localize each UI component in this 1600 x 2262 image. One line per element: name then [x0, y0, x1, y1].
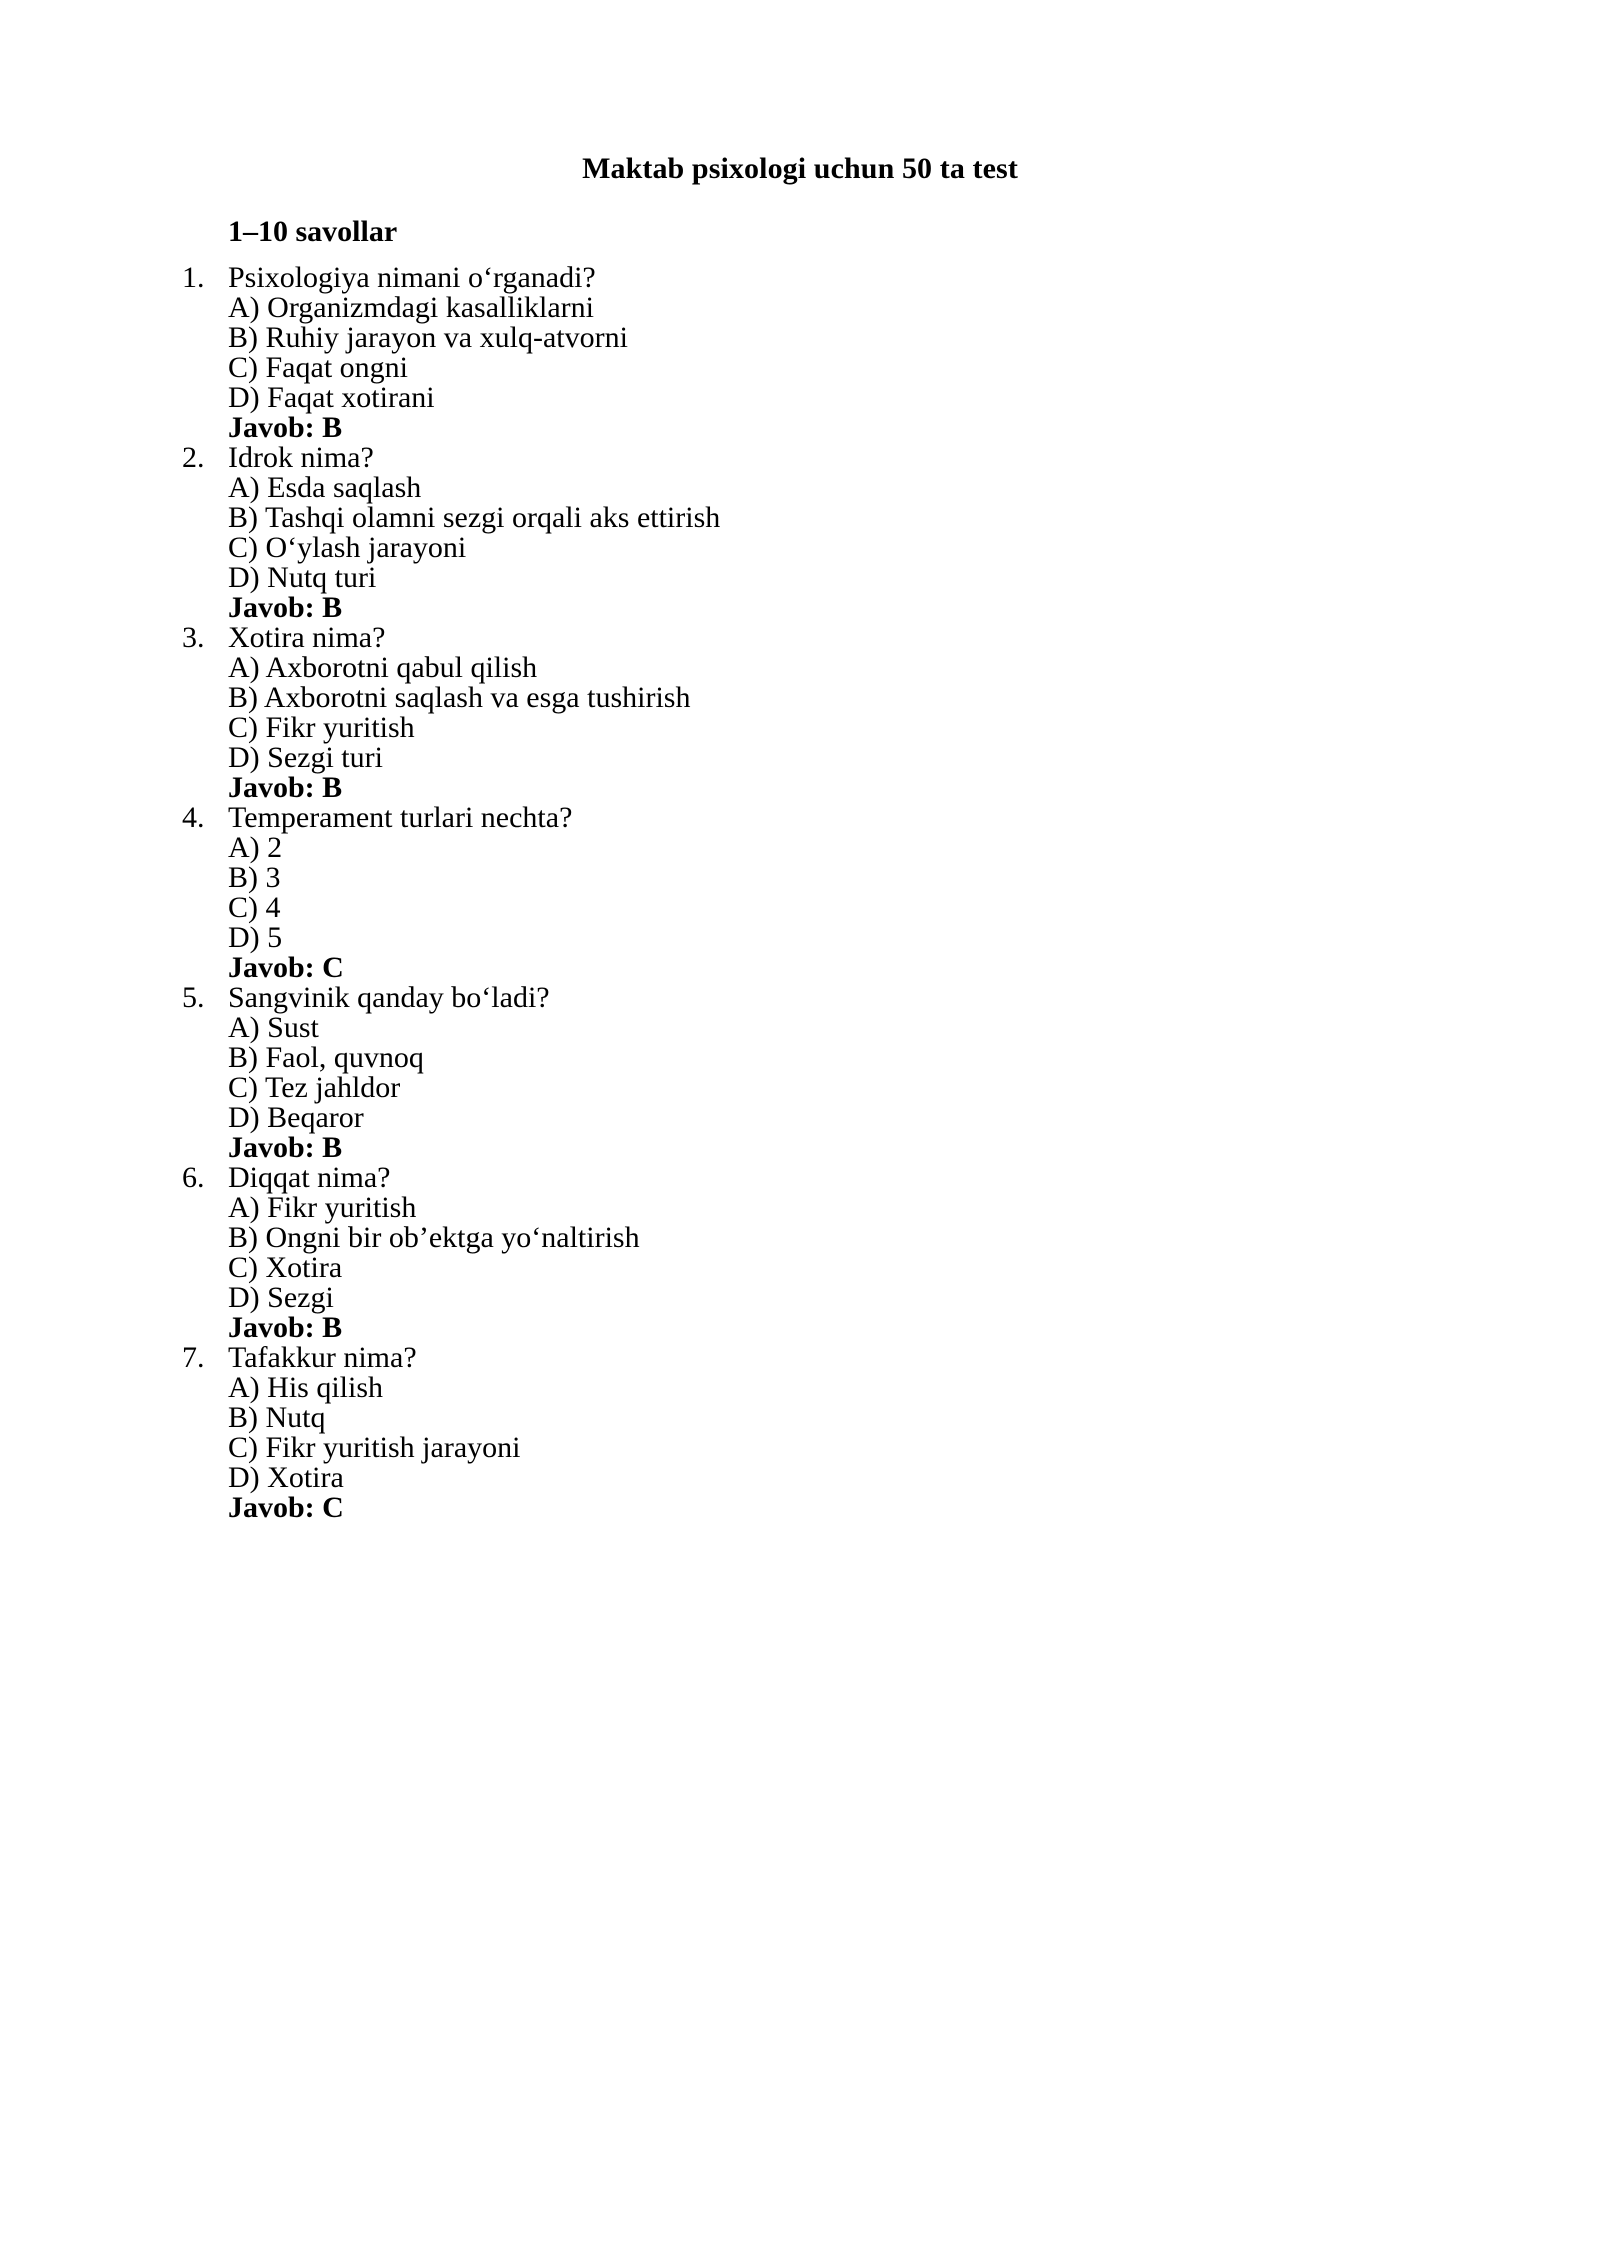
question-item: [0, 1163, 1600, 1343]
answer-option[interactable]: B) Faol, quvnoq: [228, 1041, 424, 1074]
correct-answer: Javob: B: [228, 771, 343, 804]
question-number: 7.: [182, 1341, 205, 1374]
question-number: 3.: [182, 621, 205, 654]
correct-answer: Javob: B: [228, 591, 343, 624]
answer-option[interactable]: D) Beqaror: [228, 1101, 364, 1134]
question-item: [0, 443, 1600, 623]
answer-option[interactable]: A) Organizmdagi kasalliklarni: [228, 291, 595, 324]
answer-option[interactable]: A) Axborotni qabul qilish: [228, 651, 538, 684]
question-text: Diqqat nima?: [228, 1161, 391, 1194]
question-number: 2.: [182, 441, 205, 474]
answer-option[interactable]: D) 5: [228, 921, 283, 954]
question-item: [0, 263, 1600, 443]
question-number: 1.: [182, 261, 205, 294]
correct-answer: Javob: B: [228, 1131, 343, 1164]
question-text: Idrok nima?: [228, 441, 374, 474]
section-heading: 1–10 savollar: [228, 215, 398, 248]
correct-answer: Javob: C: [228, 1491, 344, 1524]
answer-option[interactable]: D) Faqat xotirani: [228, 381, 435, 414]
correct-answer: Javob: B: [228, 411, 343, 444]
question-text: Sangvinik qanday boʻladi?: [228, 981, 550, 1014]
question-text: Xotira nima?: [228, 621, 386, 654]
answer-option[interactable]: B) Nutq: [228, 1401, 326, 1434]
question-item: [0, 983, 1600, 1163]
question-number: 4.: [182, 801, 205, 834]
page-title: Maktab psixologi uchun 50 ta test: [582, 152, 1018, 185]
answer-option[interactable]: B) Ruhiy jarayon va xulq-atvorni: [228, 321, 628, 354]
answer-option[interactable]: A) 2: [228, 831, 283, 864]
answer-option[interactable]: A) Fikr yuritish: [228, 1191, 417, 1224]
question-item: [0, 803, 1600, 983]
answer-option[interactable]: C) Fikr yuritish jarayoni: [228, 1431, 521, 1464]
answer-option[interactable]: A) Sust: [228, 1011, 319, 1044]
question-text: Temperament turlari nechta?: [228, 801, 573, 834]
question-text: Tafakkur nima?: [228, 1341, 417, 1374]
question-item: [0, 623, 1600, 803]
answer-option[interactable]: A) Esda saqlash: [228, 471, 422, 504]
correct-answer: Javob: B: [228, 1311, 343, 1344]
answer-option[interactable]: C) 4: [228, 891, 281, 924]
answer-option[interactable]: B) Tashqi olamni sezgi orqali aks ettirish: [228, 501, 721, 534]
answer-option[interactable]: D) Sezgi turi: [228, 741, 383, 774]
answer-option[interactable]: B) Axborotni saqlash va esga tushirish: [228, 681, 691, 714]
answer-option[interactable]: D) Xotira: [228, 1461, 344, 1494]
answer-option[interactable]: C) Xotira: [228, 1251, 343, 1284]
answer-option[interactable]: D) Sezgi: [228, 1281, 334, 1314]
answer-option[interactable]: C) Faqat ongni: [228, 351, 408, 384]
answer-option[interactable]: B) 3: [228, 861, 281, 894]
answer-option[interactable]: D) Nutq turi: [228, 561, 377, 594]
answer-option[interactable]: A) His qilish: [228, 1371, 384, 1404]
answer-option[interactable]: B) Ongni bir ob’ektga yoʻnaltirish: [228, 1221, 640, 1254]
question-text: Psixologiya nimani oʻrganadi?: [228, 261, 596, 294]
correct-answer: Javob: C: [228, 951, 344, 984]
answer-option[interactable]: C) Oʻylash jarayoni: [228, 531, 467, 564]
answer-option[interactable]: C) Fikr yuritish: [228, 711, 415, 744]
question-list: [0, 247, 1600, 1523]
question-number: 6.: [182, 1161, 205, 1194]
question-item: [0, 1343, 1600, 1523]
question-number: 5.: [182, 981, 205, 1014]
answer-option[interactable]: C) Tez jahldor: [228, 1071, 401, 1104]
